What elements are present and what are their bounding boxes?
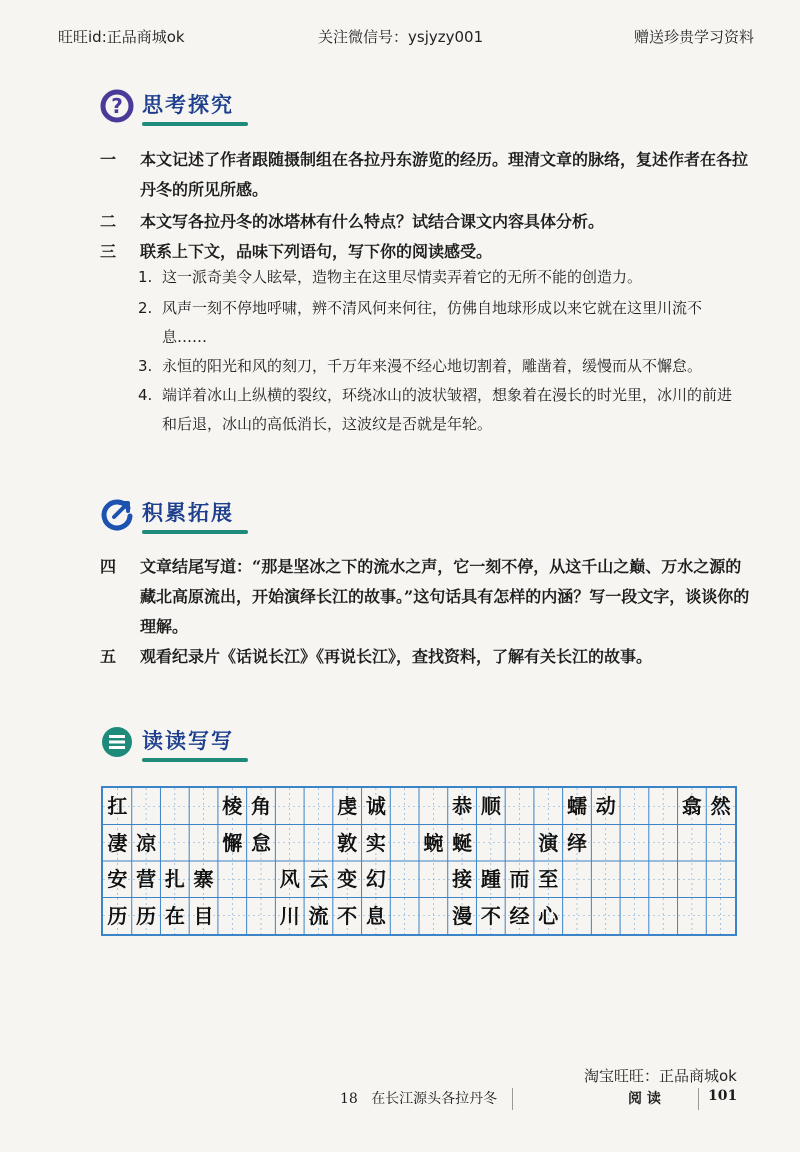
question-number: 三: [100, 242, 117, 261]
grid-char: 在: [164, 903, 185, 928]
grid-char: 心: [538, 903, 559, 928]
question-number: 四: [100, 557, 117, 576]
subitem-text: 端详着冰山上纵横的裂纹，环绕冰山的波状皱褶，想象着在漫长的时光里，冰川的前进和后退，冰山的高低消长，这波纹是否就是年轮。: [162, 386, 733, 433]
grid-char: 蜿: [423, 830, 444, 855]
subitem-number: 4.: [138, 386, 153, 404]
question-text: 文章结尾写道：“那是坚冰之下的流水之声，它一刻不停，从这千山之巅、万水之源的藏北高原流出，开始演绎长江的故事。”这句话具有怎样的内涵？写一段文字，谈谈你的理解。: [140, 557, 750, 636]
grid-char: 角: [251, 794, 271, 819]
grid-char: 川: [279, 903, 300, 928]
watermark-bottom: 淘宝旺旺：正品商城ok: [584, 1067, 737, 1085]
grid-char: 蠕: [567, 794, 587, 819]
grid-char: 翕: [681, 794, 702, 819]
grid-char: 接: [452, 867, 473, 892]
section-title-accumulate: 积累拓展: [142, 497, 234, 531]
footer-divider-right: [698, 1088, 699, 1110]
question-text: 观看纪录片《话说长江》《再说长江》，查找资料，了解有关长江的故事。: [140, 647, 653, 666]
subitem-4: [138, 381, 738, 439]
question-text: 本文记述了作者跟随摄制组在各拉丹东游览的经历。理清文章的脉络，复述作者在各拉丹冬的所见所感。: [140, 150, 749, 199]
grid-char: 历: [107, 903, 128, 928]
grid-char: 虔: [337, 794, 358, 819]
question-number: 一: [100, 150, 117, 169]
grid-char: 流: [308, 903, 329, 928]
grid-char: 目: [193, 903, 214, 928]
grid-char: 不: [337, 903, 358, 928]
subitem-2: [138, 294, 738, 352]
grid-char: 扛: [107, 794, 128, 819]
section-header-read-write: [100, 722, 234, 762]
grid-char: 不: [480, 903, 501, 928]
page-number: 101: [708, 1088, 738, 1104]
section-header-thinking: [100, 86, 234, 126]
grid-char: 演: [538, 830, 559, 855]
grid-char: 绎: [567, 830, 587, 855]
grid-char: 至: [538, 867, 559, 892]
subitem-text: 风声一刻不停地呼啸，辨不清风何来何往，仿佛自地球形成以来它就在这里川流不息……: [162, 299, 703, 346]
question-number: 五: [100, 647, 117, 666]
grid-char: 安: [107, 867, 128, 892]
question-icon: [100, 89, 134, 123]
question-1: [100, 145, 752, 205]
question-text: 本文写各拉丹冬的冰塔林有什么特点？试结合课文内容具体分析。: [140, 212, 605, 231]
grid-char: 恭: [452, 794, 473, 819]
subitem-3: [138, 352, 738, 381]
grid-char: 凄: [107, 830, 128, 855]
question-4: [100, 552, 752, 642]
footer-divider-left: [512, 1088, 513, 1110]
grid-char: 变: [337, 867, 358, 892]
grid-char: 息: [365, 903, 386, 928]
section-title-read-write: 读读写写: [142, 725, 234, 759]
watermark-top-right: 赠送珍贵学习资料: [633, 28, 754, 46]
section-title-thinking: 思考探究: [142, 89, 234, 123]
grid-char: 而: [509, 867, 530, 892]
grid-char: 蜒: [452, 830, 473, 855]
watermark-top-center: 关注微信号：ysjyzy001: [318, 28, 484, 46]
grid-char: 凉: [136, 830, 157, 855]
question-5: [100, 642, 752, 672]
grid-char: 懈: [222, 830, 243, 855]
grid-char: 实: [365, 830, 386, 855]
question-text: 联系上下文，品味下列语句，写下你的阅读感受。: [140, 242, 493, 261]
question-2: [100, 207, 752, 237]
subitem-number: 2.: [138, 299, 153, 317]
subitem-number: 1.: [138, 268, 153, 286]
subitem-1: [138, 263, 738, 292]
grid-char: 诚: [365, 794, 386, 819]
vocabulary-grid: [101, 786, 737, 936]
grid-char: 漫: [452, 903, 473, 928]
grid-char: 然: [710, 794, 731, 819]
footer-unit: 阅 读: [628, 1091, 661, 1107]
grid-char: 敦: [337, 830, 358, 855]
grid-char: 营: [136, 867, 157, 892]
grid-char: 历: [136, 903, 157, 928]
grid-char: 扎: [164, 867, 185, 892]
grid-char: 风: [279, 867, 300, 892]
grid-char: 顺: [480, 794, 501, 819]
footer-lesson: [340, 1088, 497, 1108]
grid-char: 棱: [222, 794, 243, 819]
lines-icon: [100, 725, 134, 759]
question-number: 二: [100, 212, 117, 231]
expand-arrow-icon: [100, 497, 134, 531]
section-header-accumulate: [100, 494, 234, 534]
subitem-number: 3.: [138, 357, 153, 375]
svg-text:?: ?: [111, 94, 123, 118]
grid-char: 幻: [365, 867, 386, 892]
grid-char: 经: [509, 903, 530, 928]
grid-char: 怠: [251, 830, 271, 855]
grid-char: 云: [308, 867, 329, 892]
lesson-title: 在长江源头各拉丹冬: [371, 1091, 498, 1107]
watermark-top-left: 旺旺id:正品商城ok: [58, 28, 185, 46]
grid-char: 踵: [480, 867, 501, 892]
subitem-text: 永恒的阳光和风的刻刀，千万年来漫不经心地切割着，雕凿着，缓慢而从不懈怠。: [162, 357, 703, 375]
grid-char: 动: [595, 794, 616, 819]
grid-char: 寨: [193, 867, 214, 892]
subitem-text: 这一派奇美令人眩晕，造物主在这里尽情卖弄着它的无所不能的创造力。: [162, 268, 643, 286]
lesson-number: 18: [340, 1091, 358, 1107]
